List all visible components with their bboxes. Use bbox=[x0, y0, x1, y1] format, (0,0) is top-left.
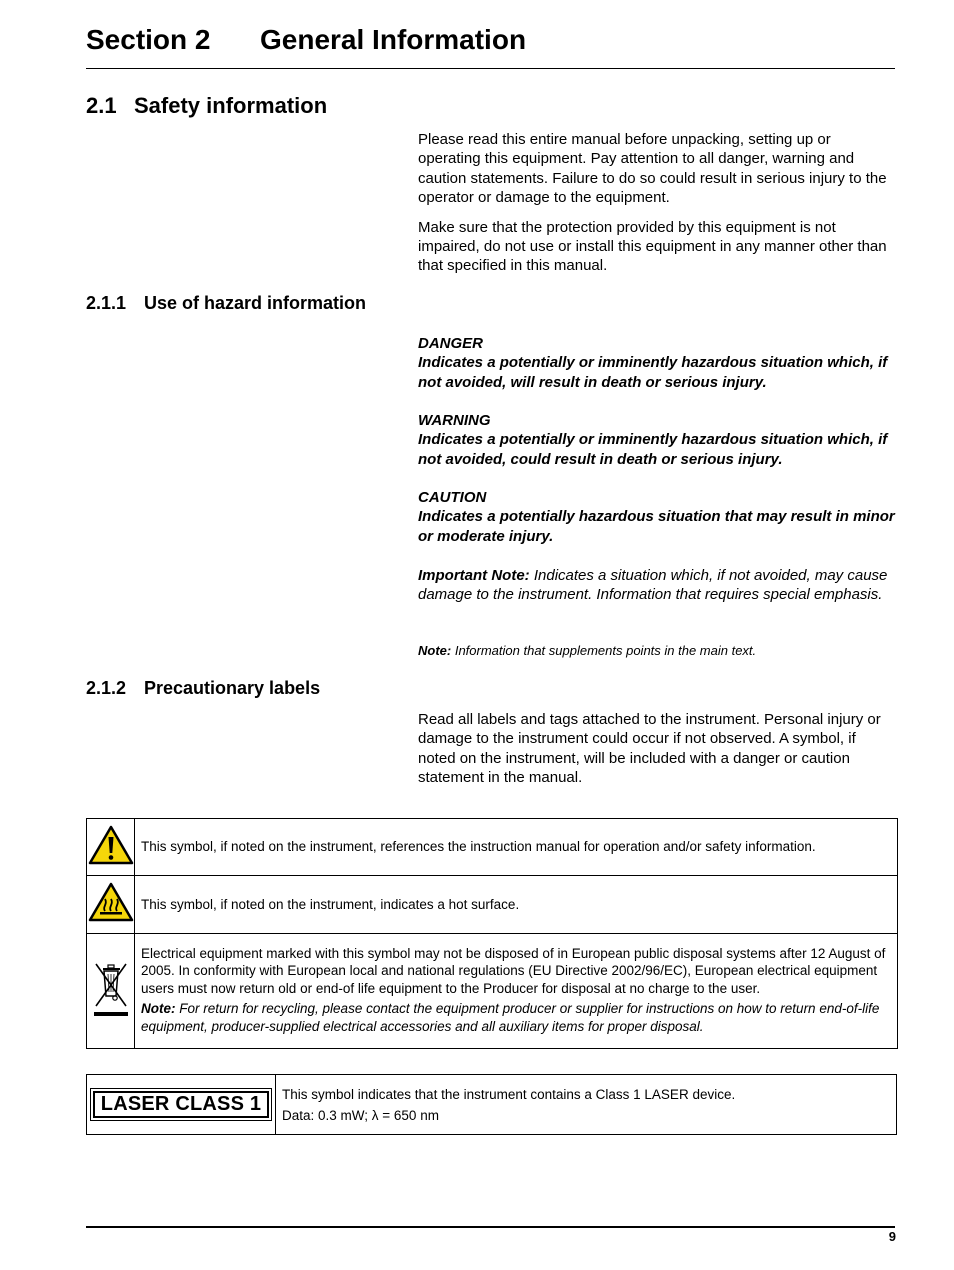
important-note bbox=[418, 566, 896, 605]
laser-table bbox=[86, 1074, 897, 1135]
section-number: Section 2 bbox=[86, 24, 211, 55]
note-text: Information that supplements points in the main text. bbox=[451, 643, 757, 658]
supplement-note bbox=[418, 642, 896, 659]
heading-number: 2.1.1 bbox=[86, 293, 127, 313]
safety-paragraph-2: Make sure that the protection provided by this equipment is not impaired, do not use or install this equipment in any manner other than that specified in this manual. bbox=[418, 218, 887, 275]
important-note-label: Important Note: bbox=[418, 567, 530, 584]
weee-note bbox=[141, 1000, 891, 1035]
bottom-rule bbox=[86, 1226, 895, 1228]
danger-block bbox=[418, 334, 896, 392]
symbol-icon-cell bbox=[87, 876, 135, 934]
heading-text: Safety information bbox=[134, 93, 328, 118]
hot-surface-icon bbox=[88, 881, 134, 923]
heading-text: Use of hazard information bbox=[144, 293, 367, 313]
top-rule bbox=[86, 68, 895, 69]
heading-text: Precautionary labels bbox=[144, 678, 321, 698]
symbol-row bbox=[87, 934, 898, 1049]
weee-text: Electrical equipment marked with this symbol may not be disposed of in European public disposal systems after 12 August of 2005. In conformity with European local and national regulations (EU Directive 2002/96/EC), European electrical equipment users must now return old or end-of life equipment to the Producer for disposal at no charge to the user. bbox=[141, 945, 886, 996]
symbol-row bbox=[87, 819, 898, 876]
laser-row bbox=[87, 1075, 897, 1135]
laser-label-cell bbox=[87, 1075, 276, 1135]
symbol-icon-cell bbox=[87, 934, 135, 1049]
symbol-icon-cell bbox=[87, 819, 135, 876]
weee-note-text: For return for recycling, please contact the equipment producer or supplier for instructions on how to return end-of-life equipment, producer-supplied electrical accessories and all auxiliary items for proper disposal. bbox=[141, 1001, 880, 1034]
section-title bbox=[86, 24, 526, 56]
labels-body bbox=[418, 710, 896, 798]
symbols-table bbox=[86, 818, 898, 1049]
weee-note-label: Note: bbox=[141, 1001, 176, 1017]
safety-body bbox=[418, 130, 896, 286]
symbol-row bbox=[87, 876, 898, 934]
laser-description: This symbol indicates that the instrument contains a Class 1 LASER device. bbox=[282, 1086, 736, 1102]
warning-title: WARNING bbox=[418, 412, 491, 429]
danger-text: Indicates a potentially or imminently hazardous situation which, if not avoided, will result in death or serious injury. bbox=[418, 354, 888, 391]
heading-number: 2.1 bbox=[86, 93, 117, 118]
warning-triangle-icon bbox=[88, 824, 134, 866]
laser-class-label: LASER CLASS 1 bbox=[93, 1091, 269, 1118]
heading-safety-information bbox=[86, 93, 327, 119]
caution-block bbox=[418, 488, 896, 546]
important-note-text: Indicates a situation which, if not avoided, may cause damage to the instrument. Information that requires special emphasis. bbox=[418, 567, 888, 604]
caution-text: Indicates a potentially hazardous situation that may result in minor or moderate injury. bbox=[418, 508, 895, 545]
danger-title: DANGER bbox=[418, 335, 484, 352]
heading-use-of-hazard-information bbox=[86, 293, 366, 314]
safety-paragraph-1: Please read this entire manual before unpacking, setting up or operating this equipment. Pay attention to all danger, warning and caution statements. Failure to do so could result in serious injury to the operator or damage to the equipment. bbox=[418, 131, 887, 207]
labels-paragraph: Read all labels and tags attached to the instrument. Personal injury or damage to the instrument could occur if not observed. A symbol, if noted on the instrument, will be included with a danger or caution statement in the manual. bbox=[418, 711, 881, 787]
symbol-text: This symbol, if noted on the instrument, references the instruction manual for operation and/or safety information. bbox=[135, 819, 898, 876]
laser-data: Data: 0.3 mW; λ = 650 nm bbox=[282, 1107, 439, 1123]
crossed-bin-icon bbox=[88, 956, 134, 1022]
caution-title: CAUTION bbox=[418, 489, 487, 506]
page-number: 9 bbox=[888, 1229, 896, 1244]
section-name: General Information bbox=[260, 24, 527, 55]
warning-block bbox=[418, 411, 896, 469]
heading-precautionary-labels bbox=[86, 678, 320, 699]
heading-number: 2.1.2 bbox=[86, 678, 127, 698]
laser-text-cell bbox=[276, 1075, 897, 1135]
symbol-text-cell bbox=[135, 934, 898, 1049]
note-label: Note: bbox=[418, 643, 452, 658]
warning-text: Indicates a potentially or imminently hazardous situation which, if not avoided, could result in death or serious injury. bbox=[418, 431, 888, 468]
symbol-text: This symbol, if noted on the instrument, indicates a hot surface. bbox=[135, 876, 898, 934]
